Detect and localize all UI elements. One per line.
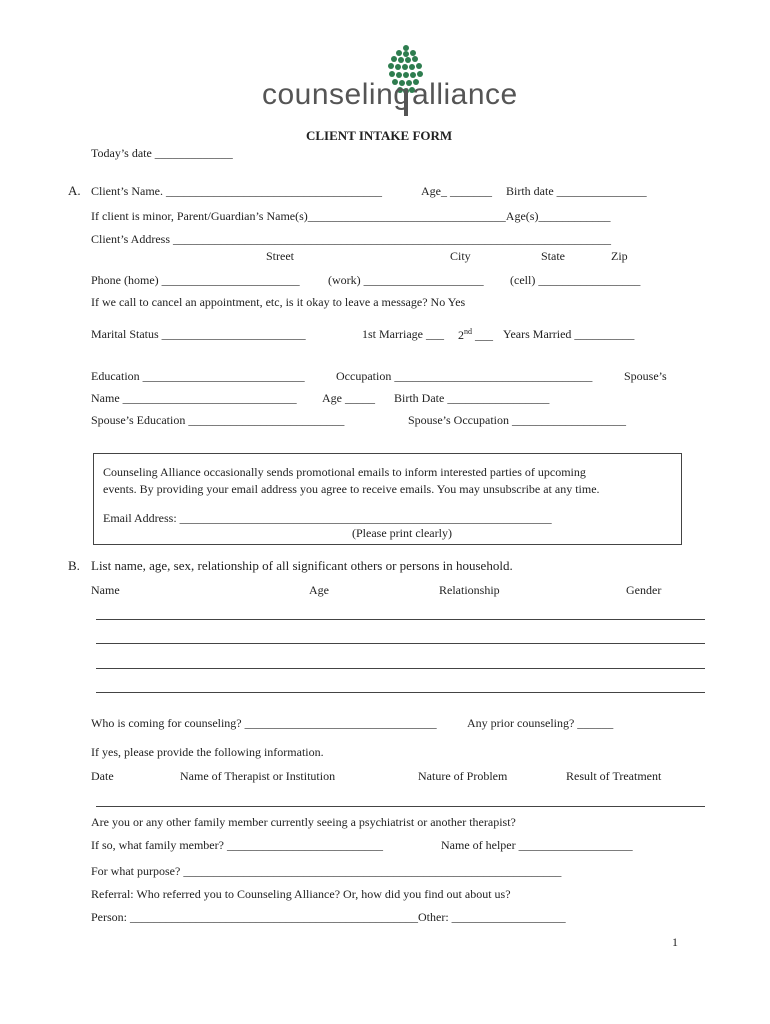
age-field[interactable]: Age_ _______ [421,184,492,198]
referral-question: Referral: Who referred you to Counseling Alliance? Or, how did you find out about us? [91,887,511,901]
address-state-label: State [541,249,565,263]
spouse-age-field[interactable]: Age _____ [322,391,375,405]
client-name-field[interactable]: Client’s Name. ____________________________________ [91,184,382,198]
prior-col-nature: Nature of Problem [418,769,508,783]
phone-home-field[interactable]: Phone (home) _______________________ [91,273,300,287]
prior-treatment-line[interactable] [96,806,705,807]
print-clearly-note: (Please print clearly) [352,526,452,540]
second-marriage-number: 2 [458,328,464,342]
family-member-field[interactable]: If so, what family member? __________________________ [91,838,383,852]
logo-word-alliance: alliance [412,78,518,111]
marital-status-field[interactable]: Marital Status ________________________ [91,327,306,341]
household-row-line[interactable] [96,692,705,693]
section-b-heading: List name, age, sex, relationship of all significant others or persons in household. [91,558,513,573]
second-marriage-suffix: nd [464,327,472,336]
household-col-gender: Gender [626,583,662,597]
years-married-field[interactable]: Years Married __________ [503,327,635,341]
guardian-field[interactable]: If client is minor, Parent/Guardian’s Name(s)_________________________________Age(s)____________ [91,209,611,223]
message-question[interactable]: If we call to cancel an appointment, etc, is it okay to leave a message? No Yes [91,295,466,309]
household-col-relationship: Relationship [439,583,500,597]
seeing-therapist-question: Are you or any other family member currently seeing a psychiatrist or another therapist? [91,815,516,829]
household-row-line[interactable] [96,668,705,669]
second-marriage-blank: ___ [472,328,493,342]
today-date-field[interactable]: Today’s date _____________ [91,146,233,160]
who-coming-field[interactable]: Who is coming for counseling? ________________________________ [91,716,437,730]
prior-col-date: Date [91,769,114,783]
helper-name-field[interactable]: Name of helper ___________________ [441,838,633,852]
email-address-field[interactable]: Email Address: ______________________________________________________________ [103,511,552,525]
email-notice-box [93,453,682,545]
spouse-name-field[interactable]: Name _____________________________ [91,391,297,405]
address-street-label: Street [266,249,294,263]
phone-cell-field[interactable]: (cell) _________________ [510,273,641,287]
first-marriage-field[interactable]: 1st Marriage ___ [362,327,444,341]
household-row-line[interactable] [96,619,705,620]
address-zip-label: Zip [611,249,628,263]
address-city-label: City [450,249,471,263]
logo-word-counseling: counseling [262,78,411,111]
household-row-line[interactable] [96,643,705,644]
prior-col-result: Result of Treatment [566,769,662,783]
spouse-occupation-field[interactable]: Spouse’s Occupation ___________________ [408,413,626,427]
notice-line-1: Counseling Alliance occasionally sends promotional emails to inform interested parties of upcoming [103,465,586,479]
if-yes-note: If yes, please provide the following information. [91,745,324,759]
page-number: 1 [672,935,678,949]
section-a-letter: A. [68,183,81,198]
prior-counseling-field[interactable]: Any prior counseling? ______ [467,716,614,730]
birth-date-field[interactable]: Birth date _______________ [506,184,647,198]
notice-line-2: events. By providing your email address you agree to receive emails. You may unsubscribe at any time. [103,482,600,496]
household-col-name: Name [91,583,120,597]
referral-person-field[interactable]: Person: ________________________________________________Other: ___________________ [91,910,566,924]
second-marriage-field[interactable] [458,327,493,343]
section-b-letter: B. [68,558,80,573]
household-col-age: Age [309,583,329,597]
spouses-label: Spouse’s [624,369,667,383]
occupation-field[interactable]: Occupation _________________________________ [336,369,593,383]
address-field[interactable]: Client’s Address _________________________________________________________________________ [91,232,612,246]
logo [262,42,518,124]
spouse-birth-date-field[interactable]: Birth Date _________________ [394,391,550,405]
phone-work-field[interactable]: (work) ____________________ [328,273,484,287]
purpose-field[interactable]: For what purpose? _______________________________________________________________ [91,864,562,878]
form-title: CLIENT INTAKE FORM [306,128,453,143]
prior-col-therapist: Name of Therapist or Institution [180,769,336,783]
education-field[interactable]: Education ___________________________ [91,369,305,383]
spouse-education-field[interactable]: Spouse’s Education __________________________ [91,413,345,427]
